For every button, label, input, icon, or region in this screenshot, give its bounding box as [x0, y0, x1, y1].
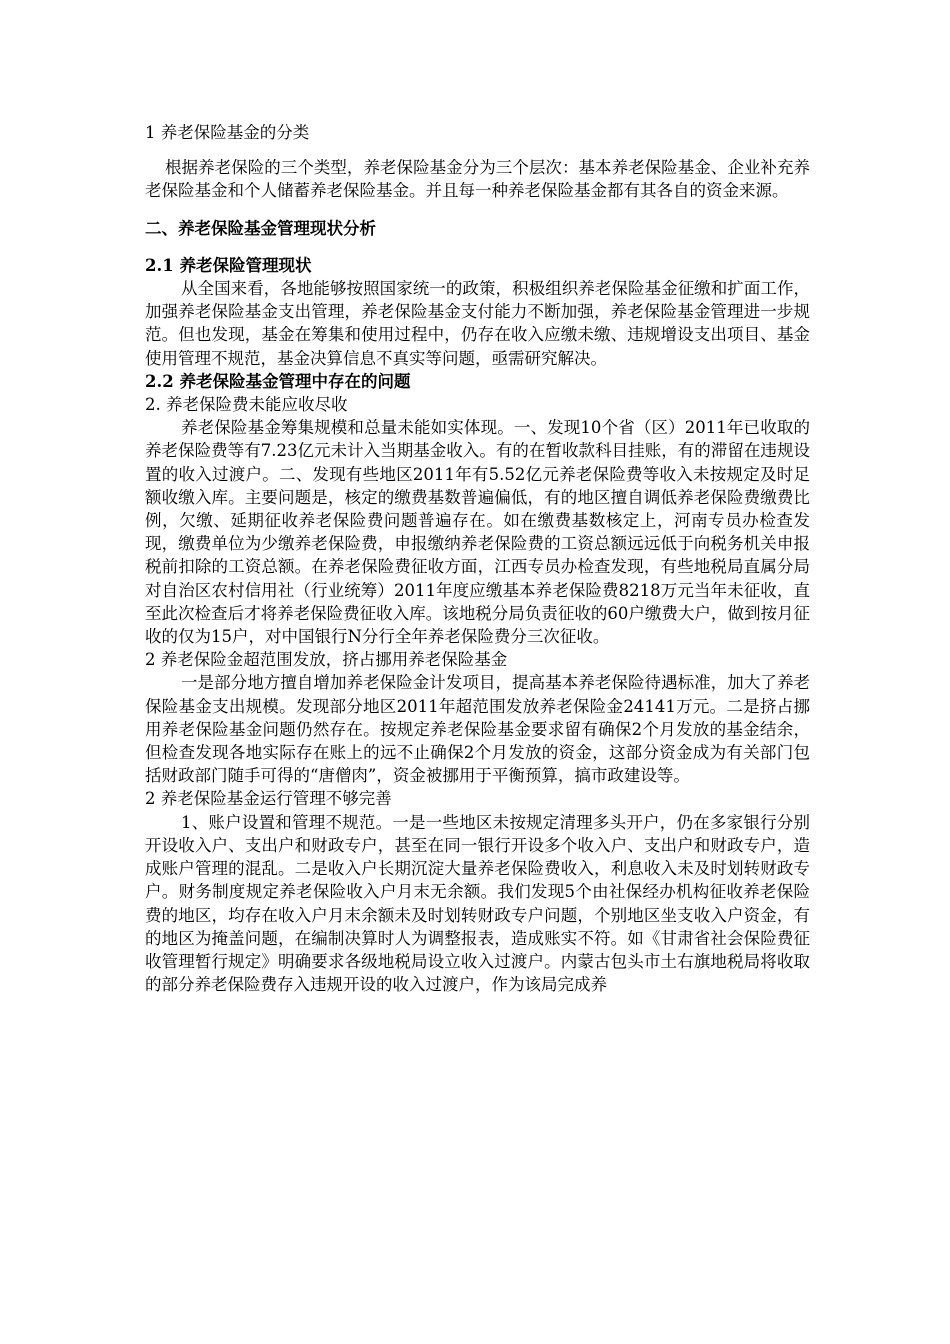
item-1-title: 2. 养老保险费未能应收尽收: [145, 395, 348, 415]
item-3-title: 2 养老保险基金运行管理不够完善: [145, 789, 392, 809]
item-1-paragraph: 养老保险基金筹集规模和总量未能如实体现。一、发现10个省（区）2011年已收取的养老保险费等有7.23亿元未计入当期基金收入。有的在暂收款科目挂账，有的滞留在违规设置的收入过渡户。二、发现有些地区2011年有5.52亿元养老保险费等收入未按规定及时足额收缴入库。主要问题是，核定的缴费基数普遍偏低，有的地区擅自调低养老保险费缴费比例，欠缴、延期征收养老保险费问题普遍存在。如在缴费基数核定上，河南专员办检查发现，缴费单位为少缴养老保险费，申报缴纳养老保险费的工资总额远远低于向税务机关申报税前扣除的工资总额。在养老保险费征收方面，江西专员办检查发现，有些地税局直属分局对自治区农村信用社（行业统筹）2011年度应缴基本养老保险费8218万元当年未征收，直至此次检查后才将养老保险费征收入库。该地税分局负责征收的60户缴费大户，做到按月征收的仅为15户，对中国银行N分行全年养老保险费分三次征收。: [145, 418, 810, 647]
section-2-heading: 二、养老保险基金管理现状分析: [145, 218, 376, 238]
item-3-paragraph: 1、账户设置和管理不规范。一是一些地区未按规定清理多头开户，仍在多家银行分别开设收入户、支出户和财政专户，甚至在同一银行开设多个收入户、支出户和财政专户，造成账户管理的混乱。二是收入户长期沉淀大量养老保险费收入，利息收入未及时划转财政专户。财务制度规定养老保险收入户月末无余额。我们发现5个由社保经办机构征收养老保险费的地区，均存在收入户月末余额未及时划转财政专户问题，个别地区坐支收入户资金，有的地区为掩盖问题，在编制决算时人为调整报表，造成账实不符。如《甘肃省社会保险费征收管理暂行规定》明确要求各级地税局设立收入过渡户。内蒙古包头市土右旗地税局将收取的部分养老保险费存入违规开设的收入过渡户，作为该局完成养: [145, 812, 810, 995]
document-page: [145, 121, 810, 996]
subsection-2-2-heading: 2.2 养老保险基金管理中存在的问题: [145, 371, 411, 391]
item-2-title: 2 养老保险金超范围发放，挤占挪用养老保险基金: [145, 650, 508, 670]
item-2-paragraph: 一是部分地方擅自增加养老保险金计发项目，提高基本养老保险待遇标准，加大了养老保险基金支出规模。发现部分地区2011年超范围发放养老保险金24141万元。二是挤占挪用养老保险基金问题仍然存在。按规定养老保险基金要求留有确保2个月发放的基金结余，但检查发现各地实际存在账上的远不止确保2个月发放的资金，这部分资金成为有关部门包括财政部门随手可得的“唐僧肉”，资金被挪用于平衡预算，搞市政建设等。: [145, 673, 810, 786]
section-1-paragraph: 根据养老保险的三个类型，养老保险基金分为三个层次：基本养老保险基金、企业补充养老保险基金和个人储蓄养老保险基金。并且每一种养老保险基金都有其各自的资金来源。: [145, 158, 810, 201]
subsection-2-1-heading: 2.1 养老保险管理现状: [145, 255, 312, 275]
section-1-title: 1 养老保险基金的分类: [145, 123, 310, 142]
subsection-2-1-paragraph: 从全国来看，各地能够按照国家统一的政策，积极组织养老保险基金征缴和扩面工作，加强养老保险基金支出管理，养老保险基金支付能力不断加强，养老保险基金管理进一步规范。但也发现，基金在筹集和使用过程中，仍存在收入应缴未缴、违规增设支出项目、基金使用管理不规范，基金决算信息不真实等问题，亟需研究解决。: [145, 279, 810, 368]
